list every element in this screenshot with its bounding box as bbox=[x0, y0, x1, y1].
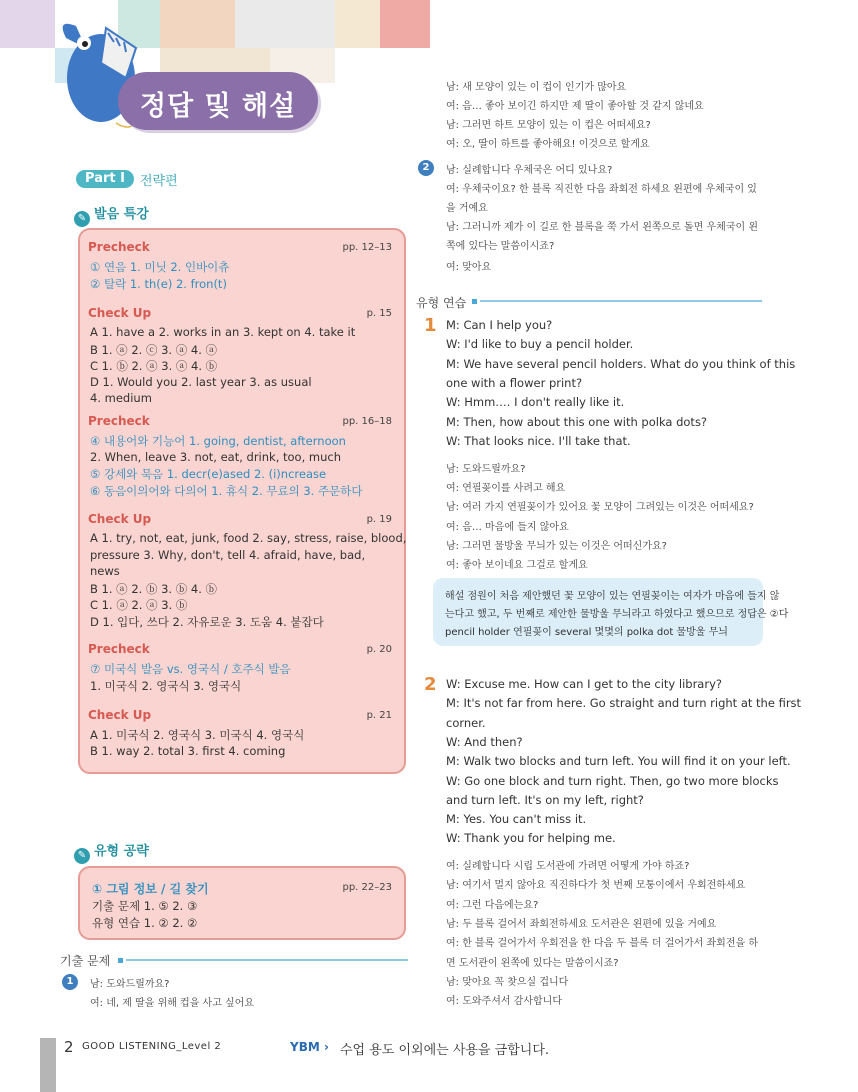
question-number: 1 bbox=[62, 974, 78, 990]
deco-square bbox=[160, 0, 235, 48]
dialog-line: 여: 도와주셔서 감사합니다 bbox=[446, 996, 562, 1008]
dialog-line: W: And then? bbox=[446, 734, 523, 749]
explanation-box bbox=[433, 578, 789, 646]
dialog-line: 쪽에 있다는 말씀이시죠? bbox=[446, 241, 555, 252]
answer-line: 4. medium bbox=[90, 391, 152, 405]
type-answer-box bbox=[78, 866, 406, 940]
answer-line: 2. When, leave 3. not, eat, drink, too, much bbox=[90, 449, 342, 464]
rule-marker bbox=[472, 299, 477, 304]
deco-square bbox=[380, 0, 430, 48]
dialog-line: 남: 맞아요 꼭 찾으실 겁니다 bbox=[446, 976, 569, 988]
answer-line: pressure 3. Why, don't, tell 4. afraid, have, bad, bbox=[90, 547, 366, 562]
dialog-line: 여: 그런 다음에는요? bbox=[446, 899, 539, 911]
section-heading-types: ✎ 유형 공략 bbox=[74, 840, 149, 864]
explanation-line: pencil holder 연필꽂이 several 몇몇의 polka dot 물방울 무늬 bbox=[445, 627, 728, 638]
dialog-line: W: Excuse me. How can I get to the city library? bbox=[446, 677, 722, 691]
dialog-line: 여: 맞아요 bbox=[446, 262, 492, 273]
dialog-line: 남: 새 모양이 있는 이 컵이 인기가 많아요 bbox=[446, 82, 627, 93]
dialog-line: 을 거예요 bbox=[446, 203, 488, 214]
pencil-icon: ✎ bbox=[74, 211, 90, 227]
dialog-line: 여: 오, 딸이 하트를 좋아해요! 이것으로 할게요 bbox=[446, 139, 650, 150]
subsection-title-yuhyung: 유형 연습 bbox=[416, 296, 467, 310]
answer-line: ② 탈락 1. th(e) 2. fron(t) bbox=[90, 276, 227, 291]
answer-line: ⑥ 동음이의어와 다의어 1. 휴식 2. 무료의 3. 주문하다 bbox=[90, 483, 363, 498]
dialog-line: 남: 도와드릴까요? bbox=[90, 979, 170, 990]
dialog-line: M: Then, how about this one with polka dots? bbox=[446, 414, 708, 429]
answer-line: B 1. way 2. total 3. first 4. coming bbox=[90, 743, 286, 758]
dialog-line: 남: 여러 가지 연필꽂이가 있어요 꽃 모양이 그려있는 이것은 어떠세요? bbox=[446, 502, 754, 514]
dialog-line: 여: 연필꽂이를 사려고 해요 bbox=[446, 483, 566, 495]
part-subtitle: 전략편 bbox=[140, 174, 178, 189]
dialog-line: 여: 네, 제 딸을 위해 컵을 사고 싶어요 bbox=[90, 998, 255, 1009]
dialog-line: 면 도서관이 왼쪽에 있다는 말씀이시죠? bbox=[446, 957, 619, 969]
answer-line: 1. 미국식 2. 영국식 3. 영국식 bbox=[90, 678, 242, 693]
answer-section-heading: Check Up bbox=[88, 306, 152, 320]
dialog-line: M: It's not far from here. Go straight and turn right at the first bbox=[446, 696, 802, 711]
part-badge: Part I bbox=[76, 170, 134, 188]
answer-line: D 1. 입다, 쓰다 2. 자유로운 3. 도움 4. 붙잡다 bbox=[90, 614, 324, 629]
type-box-line: 유형 연습 1. ② 2. ② bbox=[92, 916, 198, 930]
answer-line: D 1. Would you 2. last year 3. as usual bbox=[90, 374, 312, 389]
answer-section-page: p. 20 bbox=[366, 644, 392, 655]
answer-section-page: p. 19 bbox=[366, 514, 392, 525]
type-box-page: pp. 22–23 bbox=[342, 882, 392, 893]
page-number: 2 bbox=[64, 1038, 74, 1056]
answer-section-heading: Precheck bbox=[88, 414, 150, 428]
dialog-line: 남: 여기서 멀지 않아요 직진하다가 첫 번째 모퉁이에서 우회전하세요 bbox=[446, 880, 746, 892]
type-box-line: 기출 문제 1. ⑤ 2. ③ bbox=[92, 899, 198, 913]
book-title: GOOD LISTENING_Level 2 bbox=[82, 1041, 222, 1052]
answer-line: A 1. 미국식 2. 영국식 3. 미국식 4. 영국식 bbox=[90, 728, 305, 742]
answer-line: C 1. ⓐ 2. ⓐ 3. ⓑ bbox=[90, 598, 188, 612]
dialog-line: M: We have several pencil holders. What do you think of this bbox=[446, 356, 796, 371]
dialog-line: 남: 그러면 하트 모양이 있는 이 컵은 어떠세요? bbox=[446, 120, 651, 131]
deco-square bbox=[235, 0, 335, 48]
usage-notice: 수업 용도 이외에는 사용을 금합니다. bbox=[340, 1043, 550, 1058]
dialog-line: W: Go one block and turn right. Then, go two more blocks bbox=[446, 773, 779, 788]
pencil-icon: ✎ bbox=[74, 848, 90, 864]
deco-square bbox=[335, 0, 380, 48]
dialog-line: W: I'd like to buy a pencil holder. bbox=[446, 337, 634, 352]
answer-section-page: p. 21 bbox=[366, 710, 392, 721]
footer-bar bbox=[40, 1038, 56, 1092]
dialog-line: 남: 두 블록 걸어서 좌회전하세요 도서관은 왼편에 있을 거예요 bbox=[446, 918, 717, 930]
answer-section-heading: Check Up bbox=[88, 708, 152, 722]
answer-line: B 1. ⓐ 2. ⓒ 3. ⓐ 4. ⓐ bbox=[90, 342, 218, 357]
answer-section-heading: Precheck bbox=[88, 240, 150, 254]
answer-line: ⑦ 미국식 발음 vs. 영국식 / 호주식 발음 bbox=[90, 662, 291, 676]
dialog-line: 남: 그러면 물방울 무늬가 있는 이것은 어떠신가요? bbox=[446, 540, 667, 552]
rule-marker bbox=[118, 958, 123, 963]
dialog-line: 남: 그러니까 제가 이 길로 한 블록을 쭉 가서 왼쪽으로 돌면 우체국이 왼 bbox=[446, 222, 758, 233]
subsection-title-gichul: 기출 문제 bbox=[60, 954, 111, 968]
answer-line: news bbox=[90, 564, 120, 578]
explanation-line: 는다고 했고, 두 번째로 제안한 물방울 무늬라고 하였다고 했으므로 정답은 ②다 bbox=[445, 609, 789, 620]
dialog-line: one with a flower print? bbox=[446, 375, 583, 390]
type-box-heading: ① 그림 정보 / 길 찾기 bbox=[92, 882, 209, 896]
answer-section-page: pp. 16–18 bbox=[342, 416, 392, 427]
dialog-line: 여: 한 블록 걸어가서 우회전을 한 다음 두 블록 더 걸어가서 좌회전을 하 bbox=[446, 938, 758, 950]
answer-line: C 1. ⓑ 2. ⓐ 3. ⓐ 4. ⓑ bbox=[90, 359, 218, 373]
answer-line: ① 연음 1. 미닛 2. 인바이츄 bbox=[90, 260, 230, 274]
dialog-line: W: That looks nice. I'll take that. bbox=[446, 433, 631, 448]
answer-line: ④ 내용어와 기능어 1. going, dentist, afternoon bbox=[90, 434, 346, 448]
dialog-line: corner. bbox=[446, 715, 486, 730]
rule-line bbox=[480, 300, 762, 302]
answer-line: A 1. try, not, eat, junk, food 2. say, stress, raise, blood, bbox=[90, 531, 407, 545]
answer-line: B 1. ⓐ 2. ⓑ 3. ⓑ 4. ⓑ bbox=[90, 581, 218, 596]
explanation-line: 해설 점원이 처음 제안했던 꽃 모양이 있는 연필꽂이는 여자가 마음에 들지 않 bbox=[445, 591, 780, 602]
rule-line bbox=[126, 959, 408, 961]
pronunciation-answer-box bbox=[78, 228, 406, 774]
page-title: 정답 및 해설 bbox=[140, 91, 297, 122]
dialog-line: 남: 실례합니다 우체국은 어디 있나요? bbox=[446, 165, 613, 176]
brand-logo: YBM › bbox=[290, 1040, 329, 1054]
answer-line: ⑤ 강세와 묵음 1. decr(e)ased 2. (i)ncrease bbox=[90, 467, 327, 481]
dialog-line: M: Yes. You can't miss it. bbox=[446, 812, 587, 827]
answer-line: A 1. have a 2. works in an 3. kept on 4. take it bbox=[90, 325, 356, 339]
dialog-line: 여: 우체국이요? 한 블록 직진한 다음 좌회전 하세요 왼편에 우체국이 있 bbox=[446, 184, 757, 195]
dialog-line: 여: 실례합니다 시립 도서관에 가려면 어떻게 가야 하죠? bbox=[446, 861, 690, 872]
dialog-line: M: Can I help you? bbox=[446, 318, 553, 332]
dialog-line: and turn left. It's on my left, right? bbox=[446, 792, 644, 807]
dialog-line: 여: 음… 좋아 보이긴 하지만 제 딸이 좋아할 것 같지 않네요 bbox=[446, 101, 704, 112]
answer-section-heading: Precheck bbox=[88, 642, 150, 656]
answer-section-heading: Check Up bbox=[88, 512, 152, 526]
answer-section-page: p. 15 bbox=[366, 308, 392, 319]
question-number: 2 bbox=[418, 160, 434, 176]
dialog-line: W: Hmm…. I don't really like it. bbox=[446, 395, 625, 410]
question-number: 1 bbox=[424, 315, 437, 336]
dialog-line: 여: 음… 마음에 들지 않아요 bbox=[446, 521, 569, 533]
dialog-line: 여: 좋아 보이네요 그걸로 할게요 bbox=[446, 560, 588, 571]
section-heading-pronunciation: ✎ 발음 특강 bbox=[74, 203, 149, 227]
dialog-line: 남: 도와드릴까요? bbox=[446, 464, 526, 475]
dialog-line: W: Thank you for helping me. bbox=[446, 831, 616, 846]
answer-section-page: pp. 12–13 bbox=[342, 242, 392, 253]
question-number: 2 bbox=[424, 674, 437, 695]
dialog-line: M: Walk two blocks and turn left. You will find it on your left. bbox=[446, 754, 791, 769]
